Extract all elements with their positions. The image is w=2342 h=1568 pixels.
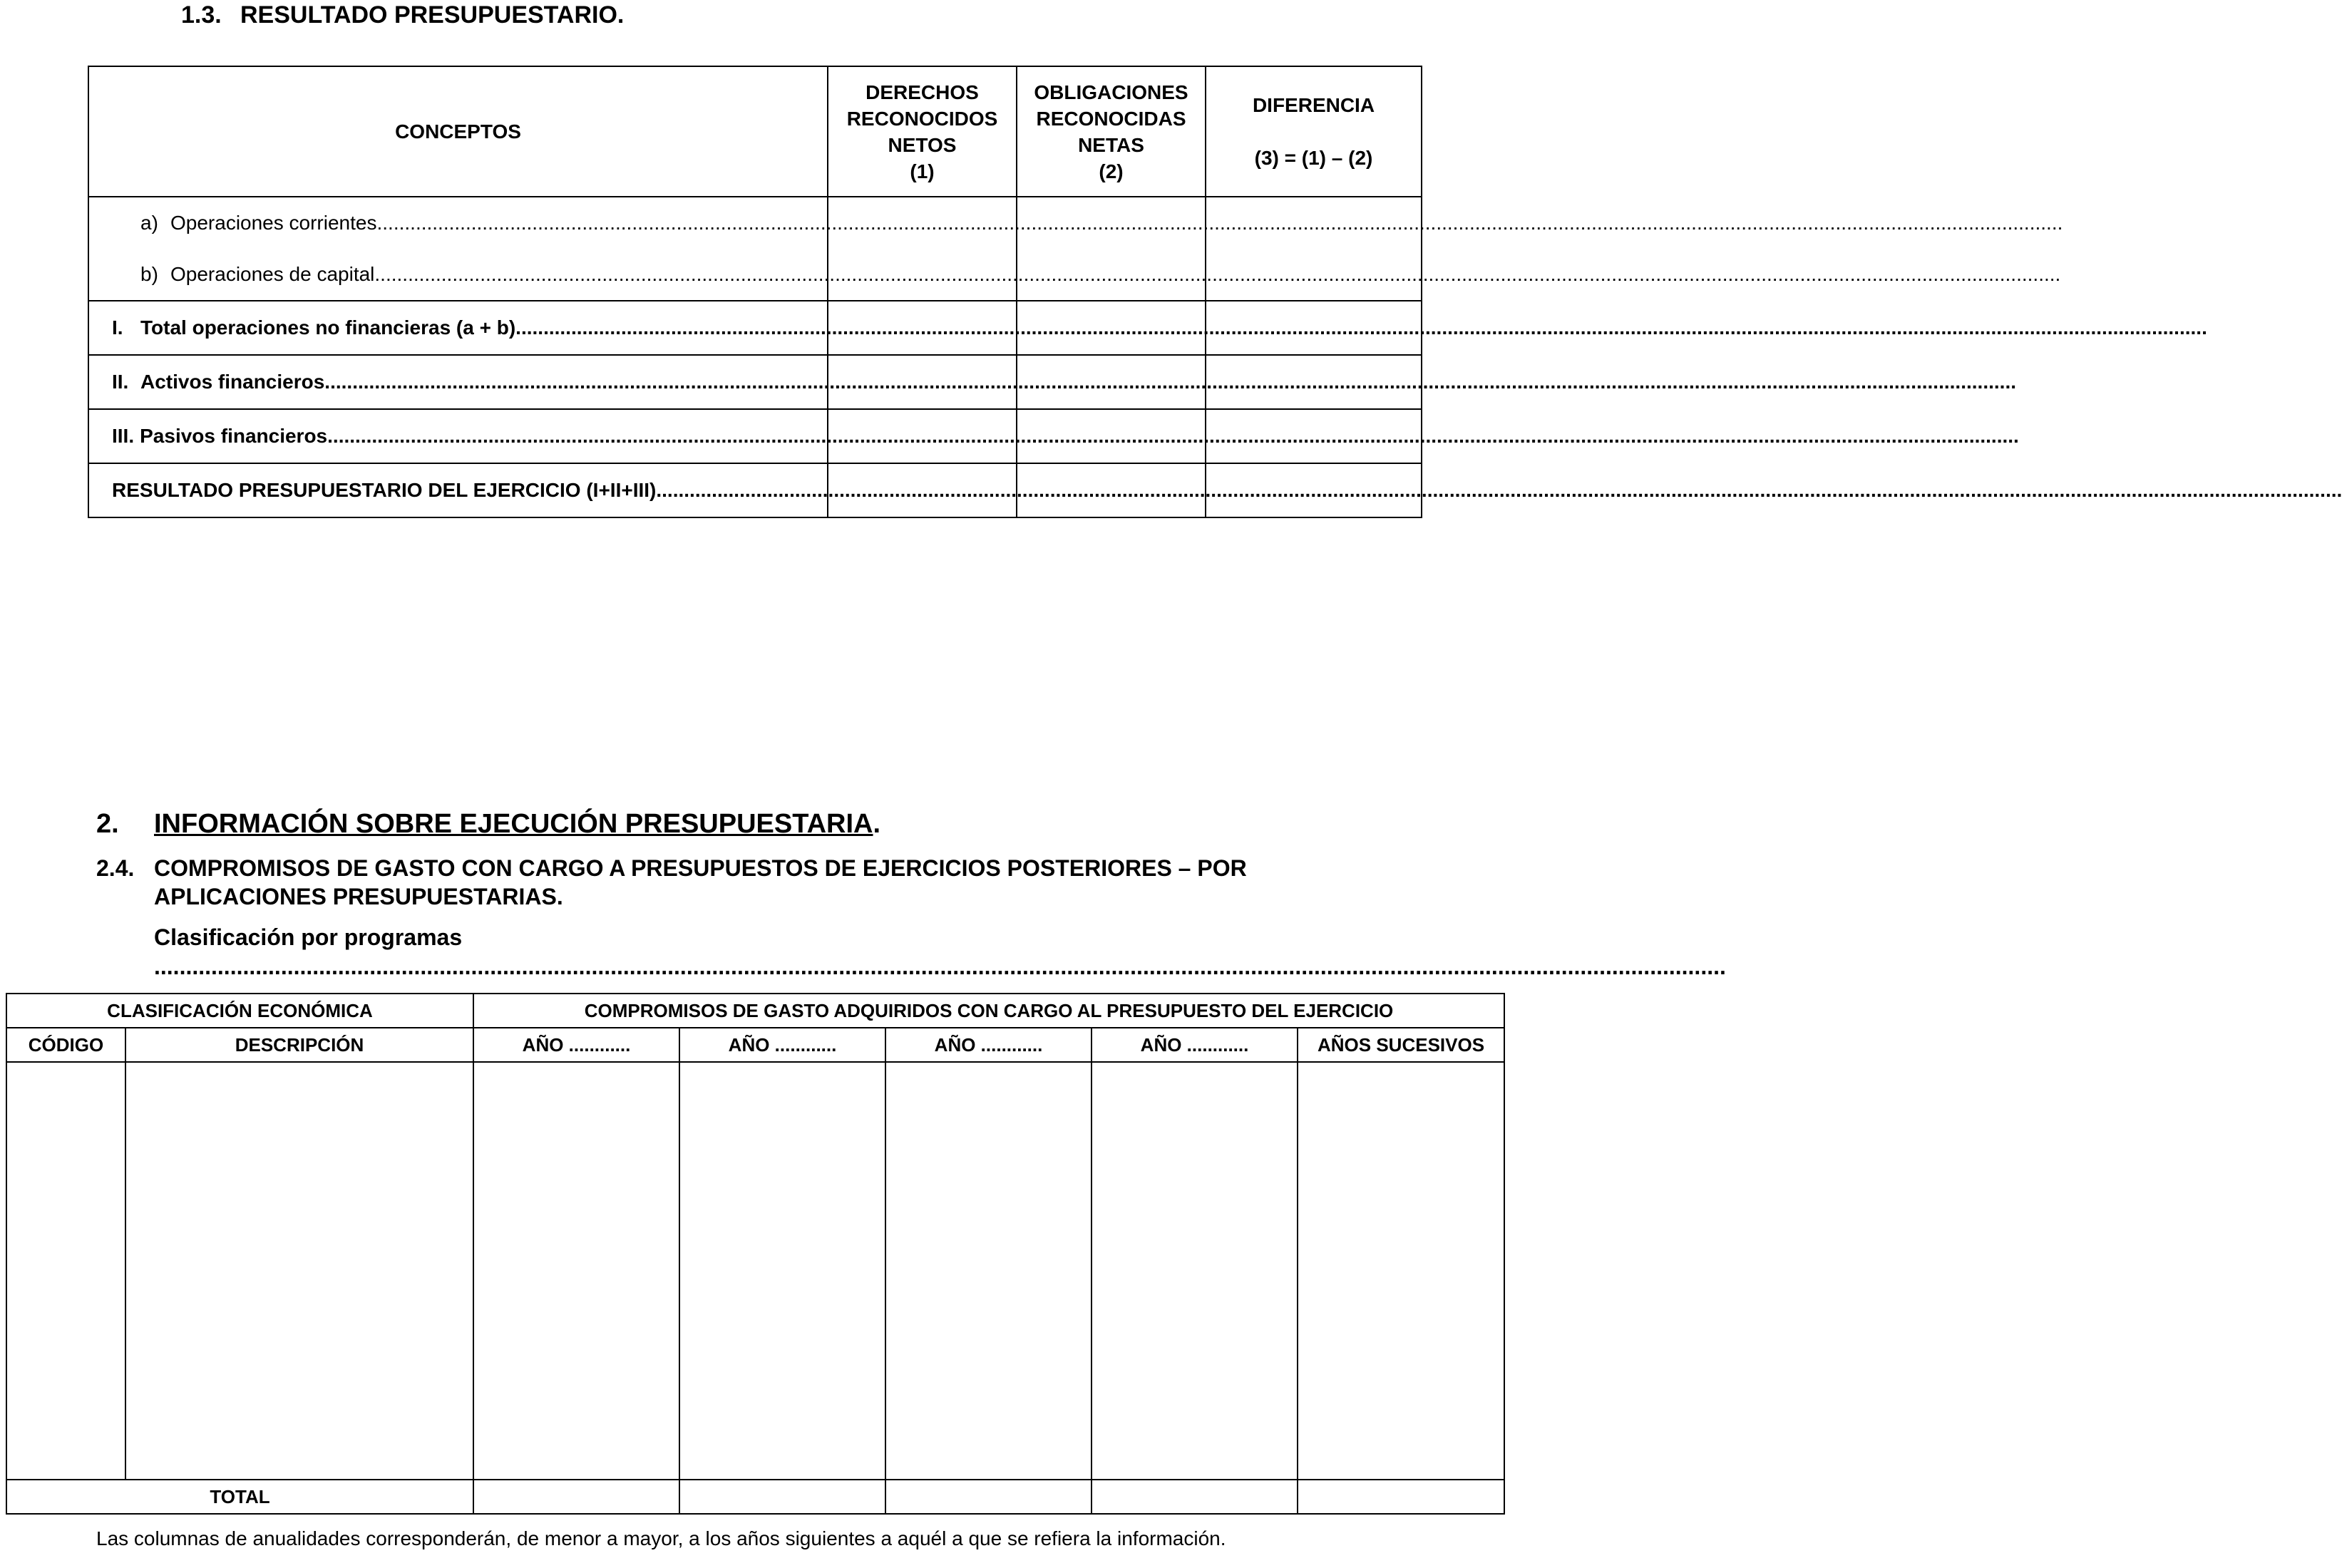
cell-ano-3 (885, 1062, 1092, 1480)
section-number: 2. (96, 809, 119, 839)
cell-ano-2 (679, 1062, 885, 1480)
header-diferencia: DIFERENCIA (3) = (1) – (2) (1206, 66, 1422, 197)
table-column-header-row (6, 1028, 1504, 1062)
header-ano-3: AÑO ............ (885, 1028, 1092, 1062)
header-descripcion: DESCRIPCIÓN (125, 1028, 473, 1062)
concept-cell-a-b (88, 197, 828, 301)
header-ano-4: AÑO ............ (1092, 1028, 1298, 1062)
section-1-3-heading (181, 1, 624, 29)
table-row-pasivos-financieros: III. Pasivos financieros. ..... (88, 409, 1422, 463)
cell-descripcion (125, 1062, 473, 1480)
header-obligaciones: OBLIGACIONES RECONOCIDAS NETAS (2) (1017, 66, 1206, 197)
header-clasificacion-economica: CLASIFICACIÓN ECONÓMICA (6, 994, 473, 1028)
header-anos-sucesivos: AÑOS SUCESIVOS (1298, 1028, 1504, 1062)
table-row-resultado-ejercicio: RESULTADO PRESUPUESTARIO DEL EJERCICIO (I+II+III) ..... (88, 463, 1422, 517)
header-conceptos: CONCEPTOS (88, 66, 828, 197)
row-operaciones-capital: b) Operaciones de capital ..... (89, 249, 827, 300)
table-total-row (6, 1480, 1504, 1514)
row-operaciones-corrientes: a) Operaciones corrientes ..... (89, 197, 827, 249)
section-number: 2.4. (96, 855, 135, 881)
table-row-operaciones (88, 197, 1422, 301)
cell-anos-sucesivos (1298, 1062, 1504, 1480)
total-label: TOTAL (6, 1480, 473, 1514)
footnote: Las columnas de anualidades corresponderán, de menor a mayor, a los años siguientes a aquél a que se refiera la información. (96, 1527, 1226, 1549)
header-derechos: DERECHOS RECONOCIDOS NETOS (1) (828, 66, 1017, 197)
cell-codigo (6, 1062, 125, 1480)
fill-in-dotted-line: ........................................................................................................................................................................................................................................................ (154, 954, 1726, 979)
cell-ano-4 (1092, 1062, 1298, 1480)
header-compromisos-gasto: COMPROMISOS DE GASTO ADQUIRIDOS CON CARGO AL PRESUPUESTO DEL EJERCICIO (473, 994, 1504, 1028)
header-ano-1: AÑO ............ (473, 1028, 679, 1062)
cell-total-ano-4 (1092, 1480, 1298, 1514)
cell-total-ano-1 (473, 1480, 679, 1514)
table-row-total-no-financieras: I. Total operaciones no financieras (a + b). ..... (88, 301, 1422, 355)
header-codigo: CÓDIGO (6, 1028, 125, 1062)
section-2-4-heading (96, 854, 1380, 911)
section-title: INFORMACIÓN SOBRE EJECUCIÓN PRESUPUESTARIA (154, 809, 873, 839)
section-title: RESULTADO PRESUPUESTARIO. (240, 1, 625, 29)
cell-total-ano-2 (679, 1480, 885, 1514)
section-2-heading: 2. INFORMACIÓN SOBRE EJECUCIÓN PRESUPUESTARIA. (96, 809, 881, 839)
cell-total-anos-sucesivos (1298, 1480, 1504, 1514)
table-body-row (6, 1062, 1504, 1480)
cell-total-ano-3 (885, 1480, 1092, 1514)
section-number: 1.3. (181, 1, 222, 29)
resultado-presupuestario-table (88, 66, 1422, 518)
table-group-header-row (6, 994, 1504, 1028)
table-header-row (88, 66, 1422, 197)
section-title: COMPROMISOS DE GASTO CON CARGO A PRESUPUESTOS DE EJERCICIOS POSTERIORES – POR APLICACIONES PRESUPUESTARIAS. (154, 855, 1247, 909)
header-ano-2: AÑO ............ (679, 1028, 885, 1062)
table-row-activos-financieros: II. Activos financieros. ..... (88, 355, 1422, 409)
cell-ano-1 (473, 1062, 679, 1480)
clasificacion-subtitle: Clasificación por programas (154, 924, 463, 950)
compromisos-gasto-table (6, 993, 1505, 1515)
